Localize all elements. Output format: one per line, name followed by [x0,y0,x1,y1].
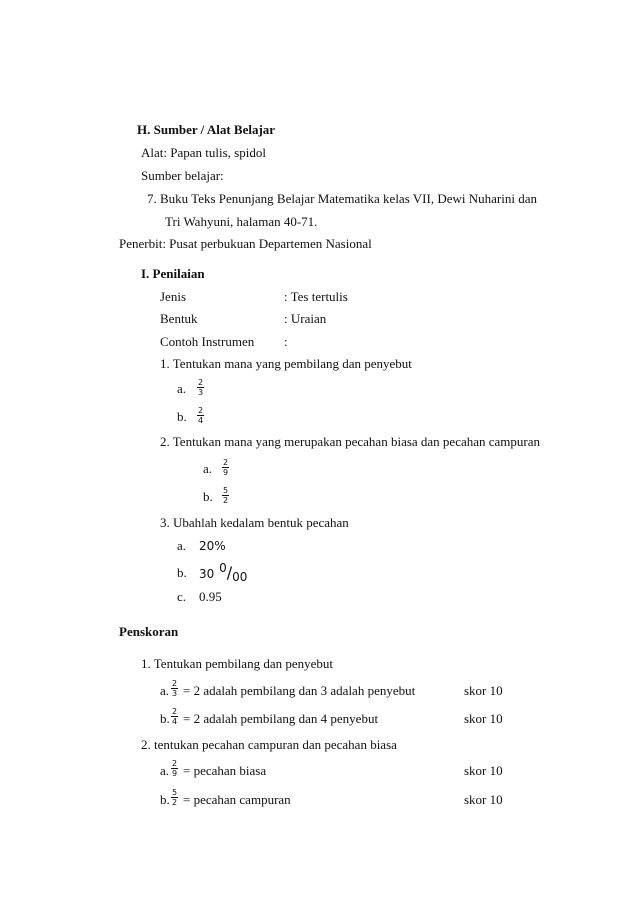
q3-b-superscript: 0 [219,561,227,575]
q2-option-a-label: a. [203,461,213,476]
bentuk-label: Bentuk [160,311,198,326]
sumber-belajar-label: Sumber belajar: [141,168,224,183]
q2-option-a-fraction: $\frac{2}{9}$ [223,458,229,477]
bentuk-value: : Uraian [284,311,327,326]
scoring-1a-label: a. [160,683,170,698]
scoring-1b-text: = 2 adalah pembilang dan 4 penyebut [183,711,379,726]
q3-option-b-value [199,561,248,584]
scoring-1b-score: skor 10 [464,711,503,726]
scoring-2b-text: = pecahan campuran [183,792,291,807]
q3-option-a-value: 20% [199,539,226,553]
jenis-label: Jenis [160,289,186,304]
jenis-value: : Tes tertulis [284,289,348,304]
scoring-1a-fraction: $\frac{2}{3}$ [172,679,178,698]
q3-option-c-value: 0.95 [199,589,222,604]
q2-option-b-fraction: $\frac{5}{2}$ [223,486,229,505]
section-h-heading: H. Sumber / Alat Belajar [137,122,276,137]
scoring-2b-label: b. [160,792,170,807]
scoring-1b-fraction: $\frac{2}{4}$ [172,707,178,726]
scoring-2a-fraction: $\frac{2}{9}$ [172,759,178,778]
q3-option-a-label: a. [177,538,187,553]
book-reference-line1: 7. Buku Teks Penunjang Belajar Matematika kelas VII, Dewi Nuharini dan [147,191,537,206]
penskoran-heading: Penskoran [119,624,179,639]
question-2: 2. Tentukan mana yang merupakan pecahan biasa dan pecahan campuran [160,434,541,449]
q1-option-b-fraction: $\frac{2}{4}$ [198,406,204,425]
alat-text: Alat: Papan tulis, spidol [141,145,266,160]
q1-option-a-fraction: $\frac{2}{3}$ [198,378,204,397]
q3-option-b-label: b. [177,565,187,580]
scoring-1-heading: 1. Tentukan pembilang dan penyebut [141,656,333,671]
q1-option-b-label: b. [177,409,187,424]
scoring-2b-fraction: $\frac{5}{2}$ [172,788,178,807]
book-reference-line2: Tri Wahyuni, halaman 40-71. [165,214,318,229]
q3-b-whole: 30 [199,567,215,581]
scoring-1a-score: skor 10 [464,683,503,698]
scoring-1b-label: b. [160,711,170,726]
q1-option-a-label: a. [177,381,187,396]
scoring-2b-score: skor 10 [464,792,503,807]
contoh-instrumen-value: : [284,334,288,349]
section-i-heading: I. Penilaian [141,266,205,281]
q3-b-subscript: 00 [232,570,248,584]
question-1: 1. Tentukan mana yang pembilang dan penyebut [160,356,412,371]
q3-b-slash: / [226,563,233,582]
scoring-2a-text: = pecahan biasa [183,763,267,778]
scoring-2a-score: skor 10 [464,763,503,778]
q2-option-b-label: b. [203,489,213,504]
question-3: 3. Ubahlah kedalam bentuk pecahan [160,515,349,530]
q3-option-c-label: c. [177,589,187,604]
scoring-2-heading: 2. tentukan pecahan campuran dan pecahan biasa [141,737,397,752]
scoring-2a-label: a. [160,763,170,778]
penerbit-text: Penerbit: Pusat perbukuan Departemen Nasional [119,236,372,251]
contoh-instrumen-label: Contoh Instrumen [160,334,255,349]
scoring-1a-text: = 2 adalah pembilang dan 3 adalah penyebut [183,683,416,698]
